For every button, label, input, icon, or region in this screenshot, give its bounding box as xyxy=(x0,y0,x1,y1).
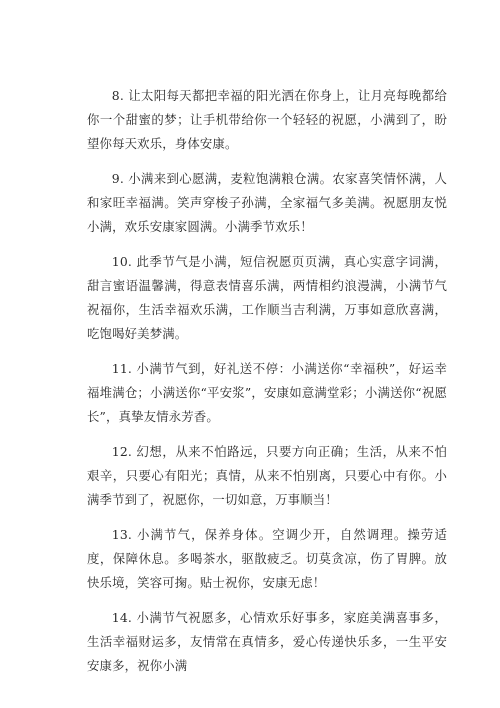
paragraph-14: 14. 小满节气祝愿多，心情欢乐好事多，家庭美满喜事多，生活幸福财运多，友情常在真情多，爱心传递快乐多，一生平安安康多，祝你小满 xyxy=(87,610,447,673)
paragraph-10: 10. 此季节气是小满，短信祝愿页页满，真心实意字词满，甜言蜜语温馨满，得意表情喜乐满，两情相约浪漫满，小满节气祝福你，生活幸福欢乐满，工作顺当吉利满，万事如意欣喜满，吃饱喝好美梦满。 xyxy=(87,254,447,341)
paragraph-13: 13. 小满节气，保养身体。空调少开，自然调理。操劳适度，保障休息。多喝茶水，驱散疲乏。切莫贪凉，伤了胃脾。放快乐境，笑容可掬。贴士祝你，安康无虑！ xyxy=(87,527,447,590)
document-body xyxy=(87,84,447,689)
paragraph-11: 11. 小满节气到，好礼送不停：小满送你“幸福秧”，好运幸福堆满仓；小满送你“平安浆”，安康如意满堂彩；小满送你“祝愿长”，真挚友情永芳香。 xyxy=(87,361,447,424)
paragraph-9: 9. 小满来到心愿满，麦粒饱满粮仓满。农家喜笑情怀满，人和家旺幸福满。笑声穿梭子孙满，全家福气多美满。祝愿朋友悦小满，欢乐安康家圆满。小满季节欢乐！ xyxy=(87,171,447,234)
paragraph-8: 8. 让太阳每天都把幸福的阳光洒在你身上，让月亮每晚都给你一个甜蜜的梦；让手机带给你一个轻轻的祝愿，小满到了，盼望你每天欢乐，身体安康。 xyxy=(87,88,447,151)
paragraph-12: 12. 幻想，从来不怕路远，只要方向正确；生活，从来不怕艰辛，只要心有阳光；真情，从来不怕别离，只要心中有你。小满季节到了，祝愿你，一切如意，万事顺当！ xyxy=(87,444,447,507)
